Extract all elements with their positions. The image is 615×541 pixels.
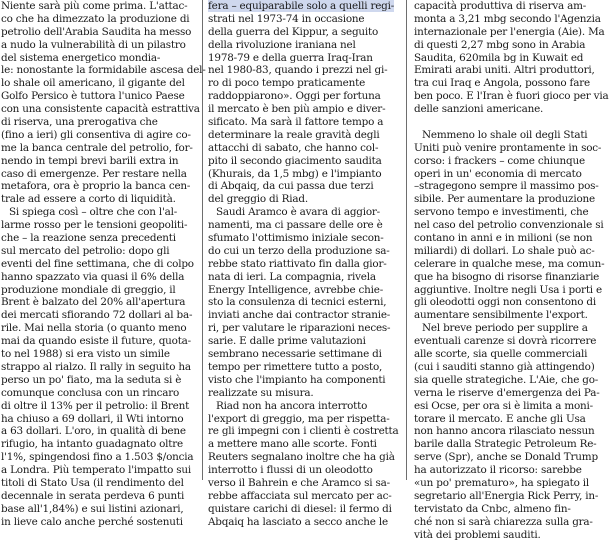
text-line: l'export di greggio, ma per rispetta-	[208, 412, 390, 425]
column-divider	[202, 0, 203, 480]
article-column-3	[414, 0, 614, 541]
text-line: rebbe affacciata sul mercato per ac-	[208, 489, 392, 502]
text-line: Golfo Persico è tuttora l'unico Paese	[1, 90, 185, 103]
text-line: operi in un' economia di mercato	[414, 167, 582, 180]
text-line: sto la consulenza di tecnici esterni,	[208, 296, 387, 309]
text-line: nel 1980-83, quando i prezzi nel gi-	[208, 64, 388, 77]
text-line: comunque conclusa con un rincaro	[1, 386, 180, 399]
text-line: rifugio, ha intanto guadagnato oltre	[1, 438, 183, 451]
text-line: rile. Mai nella storia (o quanto meno	[1, 322, 187, 335]
text-line: re gli impegni con i clienti è costretta	[208, 425, 399, 438]
text-line: base all'1,84%) e sui listini azionari,	[1, 502, 184, 515]
text-line: pito il secondo giacimento saudita	[208, 154, 382, 167]
text-line: corso: i frackers – come chiunque	[414, 154, 585, 167]
text-line: nel caso del petrolio convenzionale si	[414, 219, 604, 232]
text-line: nata di ieri. La compagnia, rivela	[208, 270, 376, 283]
text-line: non hanno ancora rilasciato nessun	[414, 425, 595, 438]
text-line: contano in anni e in milioni (se non	[414, 232, 593, 245]
text-line: titoli di Stato Usa (il rendimento del	[1, 476, 184, 489]
text-line: barile dalla Strategic Petroleum Re-	[414, 438, 597, 451]
text-line: torare il mercato. E anche gli Usa	[414, 412, 586, 425]
text-line: del greggio di Riad.	[208, 193, 308, 206]
text-line: di oltre il 13% per il petrolio: il Brent	[1, 399, 190, 412]
text-line: verso il Bahrein e che Aramco si sa-	[208, 476, 390, 489]
text-line: determinare la reale gravità degli	[208, 128, 380, 141]
text-line: larme rosso per le tensioni geopoliti-	[1, 219, 188, 232]
text-line: que ha bisogno di risorse finanziarie	[414, 270, 600, 283]
text-line: tempo per rimettere tutto a posto,	[208, 360, 383, 373]
text-line: miliardi) di dollari. Lo shale può ac-	[414, 244, 595, 257]
text-line: lo shale oil americano, il gigante del	[1, 77, 185, 90]
text-line: Nel breve periodo per supplire a	[422, 322, 588, 335]
text-line: Brent è balzato del 20% all'apertura	[1, 296, 186, 309]
text-line: Saudita, 620mila bg in Kuwait ed	[414, 51, 584, 64]
text-line: sibile. Per aumentare la produzione	[414, 193, 595, 206]
text-line: dei mercati sfiorando 72 dollari al ba-	[1, 309, 193, 322]
article-column-2	[208, 0, 398, 529]
text-line: che – la reazione senza precedenti	[1, 232, 176, 245]
text-line: Abqaiq ha lasciato a secco anche le	[208, 515, 388, 528]
text-line: tra cui Iraq e Angola, possono fare	[414, 77, 590, 90]
text-line: il mercato è ben più ampio e diver-	[208, 103, 386, 116]
text-line: aggiuntive. Inoltre negli Usa i porti e	[414, 283, 602, 296]
text-line: petrolio dell'Arabia Saudita ha messo	[1, 25, 192, 38]
text-line: celerare in qualche mese, ma comun-	[414, 257, 605, 270]
text-line: tervistato da Cnbc, almeno fin-	[414, 502, 571, 515]
text-line: decennale in serata perdeva 6 punti	[1, 489, 185, 502]
text-line: Saudi Aramco è avara di aggior-	[216, 206, 380, 219]
text-line: quistare carichi di diesel: il fermo di	[208, 502, 392, 515]
highlighted-text: fera – equiparabile solo a quelli regi-	[208, 0, 395, 12]
text-line: con una consistente capacità estrattiva	[1, 103, 200, 116]
text-line: ha autorizzato il ricorso: sarebbe	[414, 464, 582, 477]
text-line: strappo al rialzo. Il rally in seguito ha	[1, 360, 191, 373]
text-line: sarie. E dalle prime valutazioni	[208, 335, 366, 348]
text-line: gli oleodotti oggi non consentono di	[414, 296, 596, 309]
text-line: a mettere mano alle scorte. Fonti	[208, 438, 377, 451]
text-line: metafora, ora è proprio la banca cen-	[1, 180, 191, 193]
text-line: raddoppiarono». Oggi per fortuna	[208, 90, 381, 103]
text-line: ri, per valutare le riparazioni neces-	[208, 322, 391, 335]
text-line: interrotto i flussi di un oleodotto	[208, 464, 373, 477]
text-line: capacità produttiva di riserva am-	[414, 0, 587, 12]
text-line: to nel 1988) si era visto un simile	[1, 348, 170, 361]
text-line: monta a 3,21 mbg secondo l'Agenzia	[414, 12, 601, 25]
text-line: me la banca centrale del petrolio, for-	[1, 141, 193, 154]
text-line: esi Ocse, per ora si è limita a moni-	[414, 399, 593, 412]
text-line: perso un po' fiato, ma la seduta si è	[1, 373, 182, 386]
text-line: Energy Intelligence, avrebbe chie-	[208, 283, 384, 296]
text-line: co che ha dimezzato la produzione di	[1, 12, 190, 25]
text-line: Riad non ha ancora interrotto	[216, 399, 368, 412]
text-line: do cui un terzo della produzione sa-	[208, 244, 390, 257]
text-line: Niente sarà più come prima. L'attac-	[1, 0, 188, 12]
text-line: (fino a ieri) gli consentiva di agire co-	[1, 128, 191, 141]
text-line: 1978-79 e della guerra Iraq-Iran	[208, 51, 373, 64]
text-line: namenti, ma ci passare delle ore è	[208, 219, 383, 232]
text-line: attacchi di sabato, che hanno col-	[208, 141, 379, 154]
text-line: Nemmeno lo shale oil degli Stati	[422, 128, 588, 141]
text-line: inviati anche dai contractor stranie-	[208, 309, 391, 322]
text-line: hanno spazzato via quasi il 6% della	[1, 270, 185, 283]
text-line: a nudo la vulnerabilità di un pilastro	[1, 38, 186, 51]
text-line: caso di emergenze. Per restare nella	[1, 167, 187, 180]
text-line: mai da quando esiste il future, quota-	[1, 335, 191, 348]
text-line: eventi del fine settimana, che di colpo	[1, 257, 194, 270]
text-line: vità dei problemi sauditi.	[414, 528, 541, 541]
text-line: sembrano necessarie settimane di	[208, 348, 382, 361]
text-line: a 63 dollari. L'oro, in qualità di bene	[1, 425, 186, 438]
text-line: di Abqaiq, da cui passa due terzi	[208, 180, 374, 193]
text-line: della guerra del Kippur, a seguito	[208, 25, 379, 38]
text-line	[414, 116, 614, 129]
text-line: sul mercato del petrolio: dopo gli	[1, 244, 170, 257]
text-line: ro di poco tempo praticamente	[208, 77, 366, 90]
text-line: visto che l'impianto ha componenti	[208, 373, 386, 386]
text-line: –stragegono sempre il massimo pos-	[414, 180, 599, 193]
text-line: «un po' prematuro», ha spiegato il	[414, 476, 590, 489]
text-line: sificato. Ma sarà il fattore tempo a	[208, 116, 384, 129]
text-line: servono tempo e investimenti, che	[414, 206, 589, 219]
text-line: delle sanzioni americane.	[414, 103, 544, 116]
text-line: alle scorte, sia quelle commerciali	[414, 348, 588, 361]
text-line: internazionale per l'energia (Aie). Ma	[414, 25, 605, 38]
text-line: (Khurais, da 1,5 mbg) e l'impianto	[208, 167, 382, 180]
text-line: trale ad essere a corto di liquidità.	[1, 193, 176, 206]
text-line: sfumato l'ottimismo iniziale secon-	[208, 232, 384, 245]
text-line: ha chiuso a 69 dollari, il Wti intorno	[1, 412, 184, 425]
text-line	[208, 0, 398, 13]
text-line: in lieve calo anche perché sostenuti	[1, 515, 183, 528]
text-line: a Londra. Più temperato l'impatto sui	[1, 464, 192, 477]
text-line: ché non si sarà chiarezza sulla gra-	[414, 515, 593, 528]
text-line: eventuali carenze si dovrà ricorrere	[414, 335, 597, 348]
text-line: realizzate su misura.	[208, 386, 314, 399]
text-line: di questi 2,27 mbg sono in Arabia	[414, 38, 586, 51]
text-line: sia quelle strategiche. L'Aie, che go-	[414, 373, 599, 386]
text-line: le: nonostante la formidabile ascesa del-	[1, 64, 206, 77]
text-line: Uniti può venire prontamente in soc-	[414, 141, 602, 154]
column-divider	[406, 0, 407, 480]
article-column-1	[1, 0, 206, 529]
text-line: strati nel 1973-74 in occasione	[208, 12, 365, 25]
text-line: Reuters segnalano inoltre che ha già	[208, 451, 395, 464]
text-line: aumentare sensibilmente l'export.	[414, 309, 588, 322]
text-line: Emirati arabi uniti. Altri produttori,	[414, 64, 595, 77]
text-line: (cui i sauditi stanno già attingendo)	[414, 360, 595, 373]
text-line: rebbe stato riattivato fin dalla gior-	[208, 257, 387, 270]
text-line: verna le riserve d'emergenza dei Pa-	[414, 386, 600, 399]
text-line: della rivoluzione iraniana nel	[208, 38, 356, 51]
text-line: di riserva, una prerogativa che	[1, 116, 158, 129]
text-line: ben poco. E l'Iran è fuori gioco per via	[414, 90, 609, 103]
text-line: nendo in tempi brevi barili extra in	[1, 154, 179, 167]
text-line: l'1%, spingendosi fino a 1.503 $/oncia	[1, 451, 194, 464]
text-line: produzione mondiale di greggio, il	[1, 283, 176, 296]
text-line: del sistema energetico mondia-	[1, 51, 161, 64]
text-line: serve (Spr), anche se Donald Trump	[414, 451, 598, 464]
text-line: segretario all'Energia Rick Perry, in-	[414, 489, 599, 502]
text-line: Si spiega così – oltre che con l'al-	[9, 206, 178, 219]
